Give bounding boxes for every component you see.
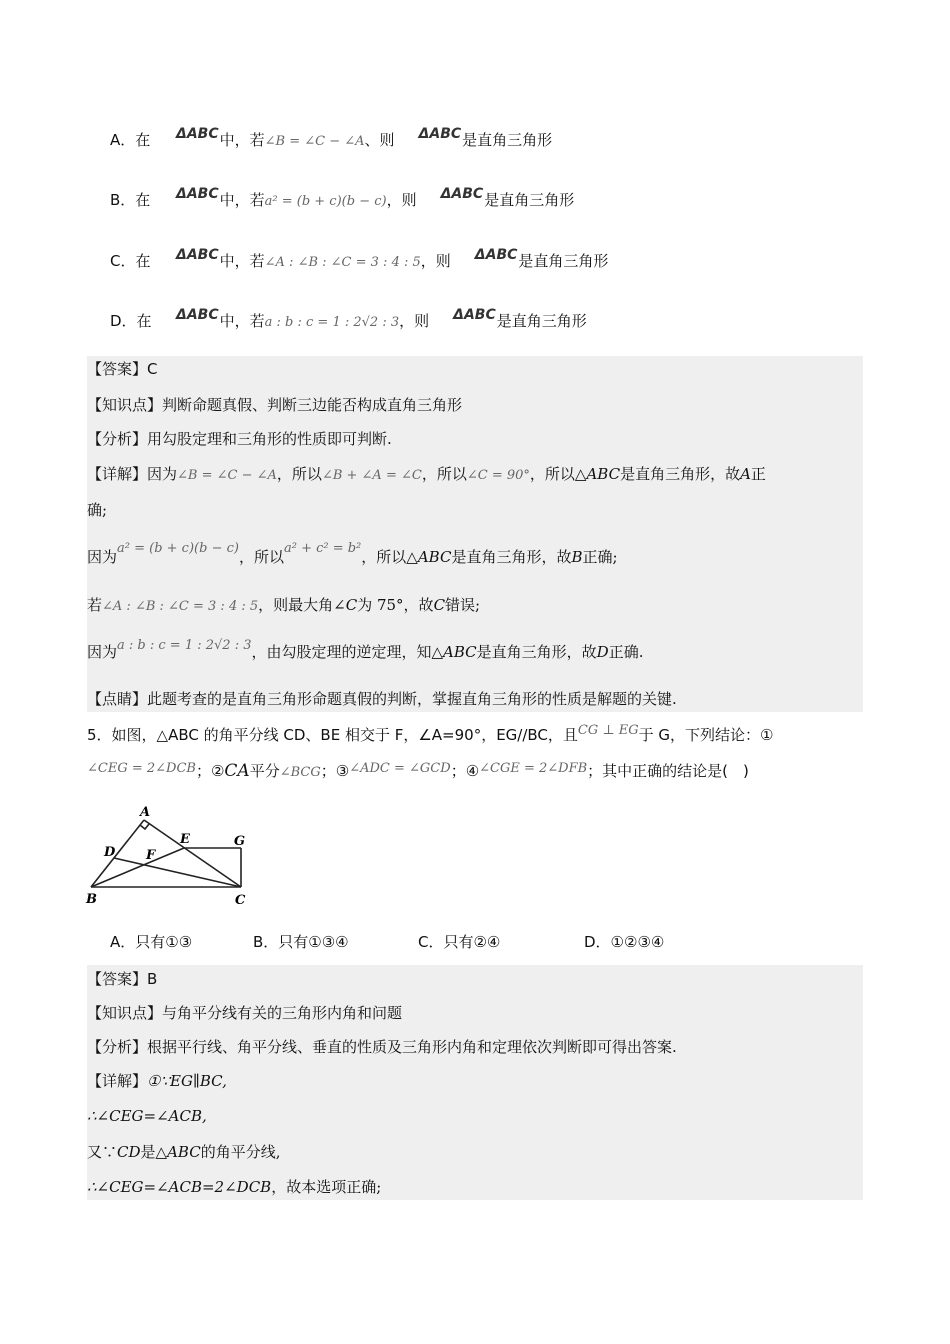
detail-text: ，由勾股定理的逆定理，知△ [251, 643, 444, 661]
math-expression: ∠B + ∠A = ∠C [321, 468, 422, 483]
label-e: E [180, 832, 190, 847]
math-expression: a : b : c = 1 : 2√2 : 3 [117, 638, 252, 653]
option-text: 中，若 [219, 312, 265, 330]
q4-detail-line-1 [87, 463, 766, 487]
detail-text: 确; [87, 501, 108, 519]
detail-text: 的角平分线, [200, 1143, 281, 1161]
q4-detail-line-3 [87, 594, 480, 618]
option-b [110, 188, 574, 212]
math-expression: ∠CGE = 2∠DFB [479, 761, 588, 776]
knowledge-text: 与角平分线有关的三角形内角和问题 [162, 1004, 403, 1022]
q5-knowledge [87, 1002, 402, 1024]
option-text: ，则 [399, 312, 430, 330]
triangle-symbol: ΔABC [176, 307, 219, 323]
question-text: ；其中正确的结论是( ) [587, 762, 749, 780]
q5-detail-line-4 [87, 1176, 381, 1198]
option-a [110, 128, 552, 152]
option-condition: a² = (b + c)(b − c) [264, 194, 387, 209]
detail-text: ，所以 [276, 465, 322, 483]
detail-text: ，则最大角∠ [258, 596, 346, 614]
math-variable: ABC [417, 548, 452, 566]
q5-answer [87, 968, 157, 990]
option-label: B．在 [110, 191, 151, 209]
choice-a: A．只有①③ [110, 933, 193, 951]
detail-text: ∴∠CEG=∠ACB, [87, 1107, 207, 1125]
q4-detail-line-4 [87, 638, 644, 665]
label-d: D [104, 845, 116, 860]
q4-answer [87, 358, 158, 380]
detail-text: 是直角三角形，故 [451, 548, 572, 566]
math-variable: ABC [586, 465, 621, 483]
math-variable: CA [224, 761, 250, 781]
detail-text: 是直角三角形，故 [476, 643, 597, 661]
detail-text: ，所以 [421, 465, 467, 483]
option-text: 中，若 [219, 131, 265, 149]
q4-comment [87, 688, 677, 710]
detail-text: 正确. [608, 643, 644, 661]
math-variable: ABC [167, 1143, 201, 1161]
math-expression: CG ⊥ EG [577, 723, 639, 738]
option-text: ，则 [420, 252, 451, 270]
option-label: D．在 [110, 312, 152, 330]
analysis-tag: 【分析】 [87, 430, 148, 448]
math-expression: a² + c² = b² [283, 541, 362, 556]
triangle-diagram [84, 803, 254, 911]
answer-value: C [147, 360, 158, 378]
math-expression: ∠A : ∠B : ∠C = 3 : 4 : 5 [102, 599, 259, 614]
label-f: F [146, 848, 156, 863]
option-text: 是直角三角形 [518, 252, 609, 270]
option-text: ，则 [386, 191, 417, 209]
detail-text: 若 [87, 596, 103, 614]
question-text: ；② [195, 762, 225, 780]
answer-tag: 【答案】 [87, 360, 148, 378]
math-expression: a² = (b + c)(b − c) [117, 541, 239, 556]
detail-text: 正 [750, 465, 766, 483]
comment-tag: 【点睛】 [87, 690, 148, 708]
detail-text: 因为 [147, 465, 178, 483]
detail-text: 错误; [445, 596, 481, 614]
math-expression: ∠B = ∠C − ∠A [177, 468, 277, 483]
q4-analysis [87, 428, 392, 450]
detail-text: 正确; [582, 548, 618, 566]
question-text: ；④ [450, 762, 480, 780]
triangle-symbol: ΔABC [418, 126, 462, 142]
detail-text: ，所以△ [529, 465, 587, 483]
q5-stem-line-1 [87, 724, 773, 748]
option-text: 是直角三角形 [496, 312, 587, 330]
option-label: C．在 [110, 252, 151, 270]
knowledge-tag: 【知识点】 [87, 1004, 163, 1022]
math-expression: ∠CEG = 2∠DCB [87, 761, 196, 776]
math-variable: C [345, 596, 358, 614]
option-text: 、则 [364, 131, 395, 149]
option-text: 是直角三角形 [484, 191, 575, 209]
math-variable: B [571, 548, 583, 566]
comment-text: 此题考查的是直角三角形命题真假的判断，掌握直角三角形的性质是解题的关键. [147, 690, 677, 708]
q5-stem-line-2 [87, 760, 749, 784]
geometry-figure [84, 803, 254, 911]
detail-text: 是直角三角形，故 [620, 465, 741, 483]
triangle-symbol: ΔABC [176, 186, 219, 202]
triangle-symbol: ΔABC [176, 247, 219, 263]
math-expression: ∠BCG [279, 765, 321, 780]
q5-analysis [87, 1036, 677, 1058]
question-text: 5．如图，△ABC 的角平分线 CD、BE 相交于 F，∠A=90°，EG//BC，且 [87, 726, 578, 744]
segment-ac [144, 820, 241, 887]
knowledge-text: 判断命题真假、判断三边能否构成直角三角形 [162, 396, 463, 414]
choice-b: B．只有①③④ [253, 933, 349, 951]
analysis-text: 用勾股定理和三角形的性质即可判断. [147, 430, 392, 448]
detail-text: ，故本选项正确; [271, 1178, 382, 1196]
choice-c: C．只有②④ [418, 933, 501, 951]
triangle-symbol: ΔABC [474, 247, 518, 263]
q5-detail-line-1 [87, 1070, 227, 1092]
math-variable: A [740, 465, 751, 483]
math-variable: C [433, 596, 446, 614]
right-angle-marker [140, 824, 149, 829]
detail-text: ，所以△ [361, 548, 418, 566]
detail-tag: 【详解】 [87, 465, 148, 483]
triangle-symbol: ΔABC [440, 186, 484, 202]
triangle-symbol: ΔABC [176, 126, 219, 142]
math-variable: CD [117, 1143, 141, 1161]
option-condition: a : b : c = 1 : 2√2 : 3 [264, 315, 400, 330]
triangle-symbol: ΔABC [453, 307, 496, 323]
q5-detail-line-2 [87, 1105, 207, 1127]
option-condition: ∠A : ∠B : ∠C = 3 : 4 : 5 [264, 255, 421, 270]
option-text: 中，若 [219, 191, 265, 209]
q4-knowledge [87, 394, 462, 416]
option-text: 中，若 [219, 252, 265, 270]
analysis-text: 根据平行线、角平分线、垂直的性质及三角形内角和定理依次判断即可得出答案. [147, 1038, 677, 1056]
label-a: A [140, 805, 151, 820]
detail-text: ∴∠CEG=∠ACB=2∠DCB [87, 1178, 272, 1196]
detail-text: 是△ [140, 1143, 168, 1161]
question-text: 于 G，下列结论：① [638, 726, 774, 744]
label-b: B [86, 892, 97, 907]
math-variable: D [596, 643, 609, 661]
detail-text: 又∵ [87, 1143, 118, 1161]
detail-text: 因为 [87, 548, 118, 566]
knowledge-tag: 【知识点】 [87, 396, 163, 414]
option-d [110, 309, 587, 333]
analysis-tag: 【分析】 [87, 1038, 148, 1056]
detail-text: ，所以 [238, 548, 284, 566]
label-c: C [235, 893, 246, 908]
q5-detail-line-3 [87, 1141, 280, 1163]
segment-ab [91, 820, 144, 887]
question-text: ；③ [320, 762, 350, 780]
option-label: A．在 [110, 131, 151, 149]
q4-detail-line-2 [87, 541, 618, 570]
math-variable: ABC [443, 643, 477, 661]
detail-tag: 【详解】 [87, 1072, 148, 1090]
option-text: 是直角三角形 [462, 131, 553, 149]
math-expression: ∠C = 90° [466, 468, 530, 483]
math-expression: ∠ADC = ∠GCD [349, 761, 451, 776]
detail-text: 为 75°，故 [357, 596, 434, 614]
segment-cd [114, 858, 241, 887]
option-condition: ∠B = ∠C − ∠A [264, 134, 365, 149]
answer-tag: 【答案】 [87, 970, 148, 988]
answer-value: B [147, 970, 158, 988]
detail-text: ①∵EG∥BC, [147, 1072, 227, 1090]
detail-text: 因为 [87, 643, 118, 661]
q4-detail-line-1-wrap [87, 499, 107, 521]
question-text: 平分 [249, 762, 280, 780]
label-g: G [234, 834, 246, 849]
choice-d: D．①②③④ [584, 933, 665, 951]
option-c [110, 249, 608, 273]
